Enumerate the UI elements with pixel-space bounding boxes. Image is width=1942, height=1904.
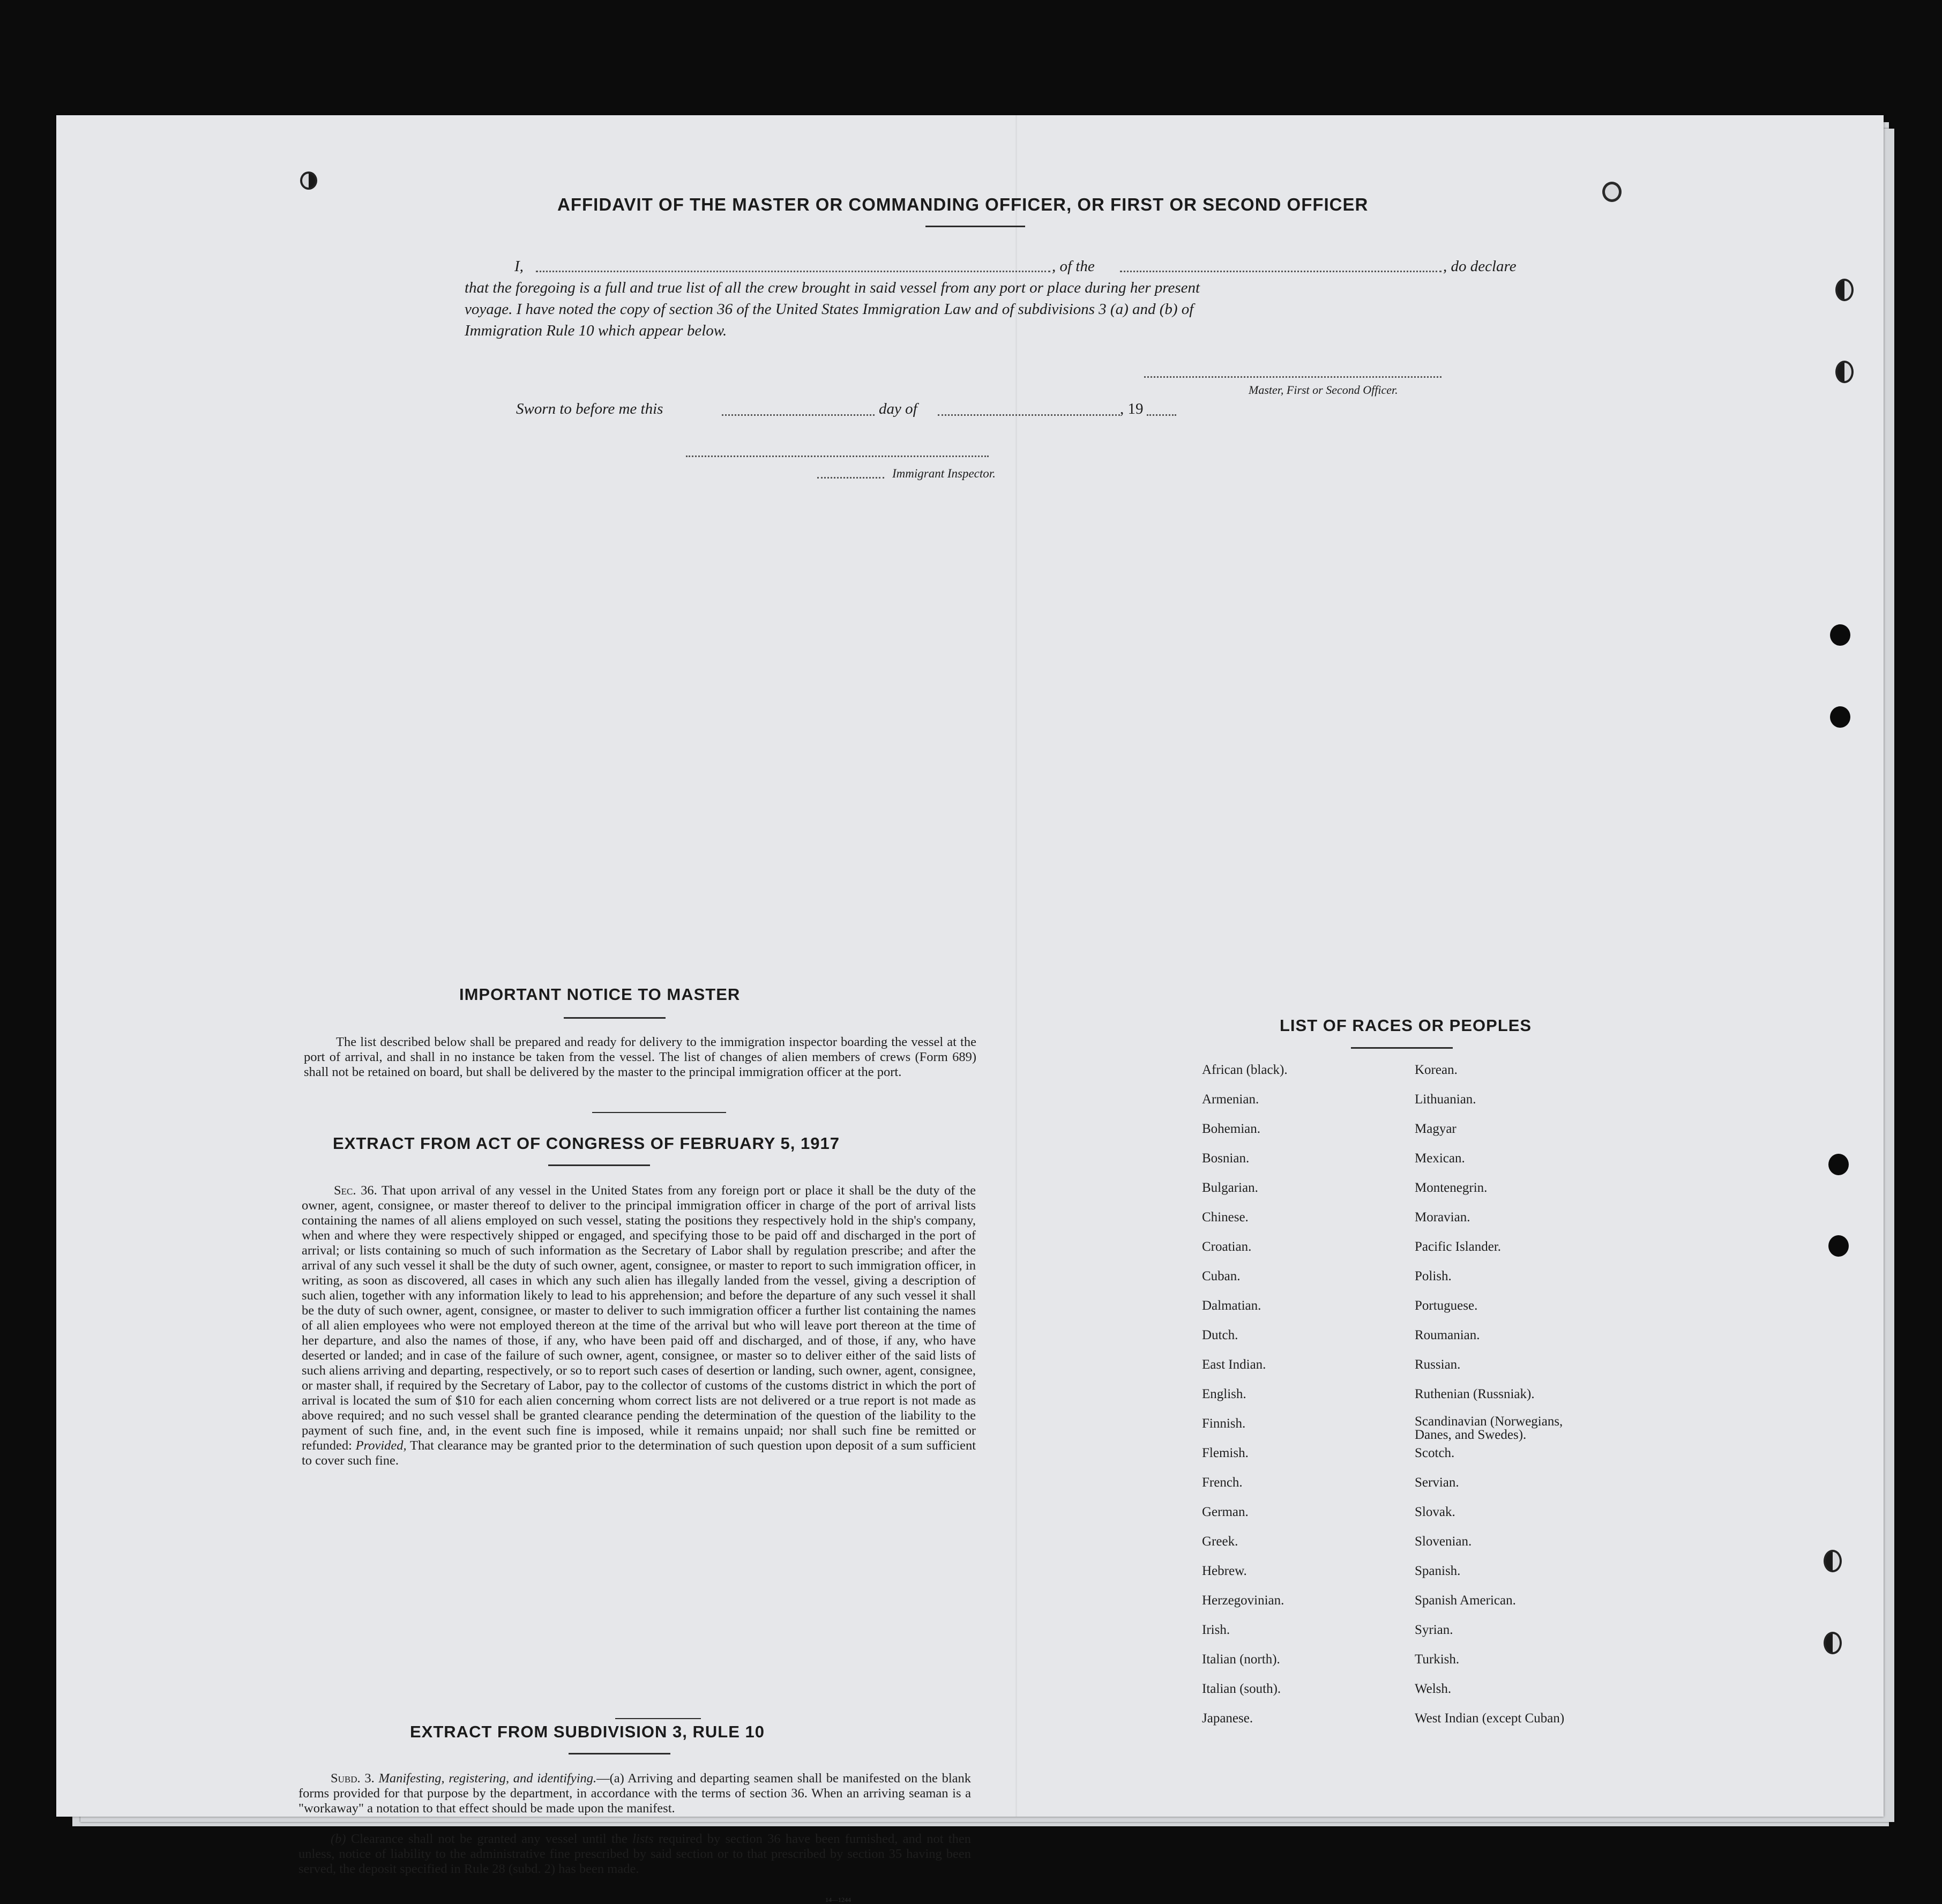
sworn-date-blank[interactable] — [722, 414, 875, 416]
notice-divider — [592, 1112, 726, 1113]
race-item: Japanese. — [1202, 1711, 1253, 1726]
race-item: Pacific Islander. — [1415, 1240, 1502, 1254]
inspector-blank-short[interactable] — [817, 477, 884, 479]
race-item: Servian. — [1415, 1475, 1459, 1490]
punch-hole — [1835, 361, 1854, 383]
race-item: Scotch. — [1415, 1446, 1455, 1460]
race-item: French. — [1202, 1475, 1243, 1490]
affidavit-line-3: voyage. I have noted the copy of section 36 of the United States Immigration Law and of subdivisions 3 (a) and (b) of — [465, 301, 1194, 318]
punch-hole — [1830, 706, 1850, 728]
race-item: Scandinavian (Norwegians, Danes, and Swedes). — [1415, 1414, 1563, 1442]
act-divider — [615, 1718, 701, 1719]
para-b-post: required by section 36 have been furnished, and not then unless, notice of liability to the administrative fine prescribed by said section or to that prescribed by section 35 having been served, the deposit specified in Rule 28 (subd. 2) has been made. — [298, 1832, 971, 1876]
act-extract-title-rule — [548, 1164, 650, 1166]
sworn-prefix: Sworn to before me this — [516, 400, 663, 417]
race-item: Chinese. — [1202, 1210, 1249, 1224]
race-item: English. — [1202, 1387, 1246, 1401]
rule-extract-title-rule — [569, 1753, 670, 1754]
race-item: Polish. — [1415, 1269, 1452, 1283]
name-blank[interactable] — [536, 271, 1050, 272]
race-item: Bosnian. — [1202, 1151, 1250, 1166]
race-item: German. — [1202, 1505, 1249, 1519]
race-item: Slovenian. — [1415, 1534, 1472, 1549]
race-item: Syrian. — [1415, 1623, 1453, 1637]
proviso-body: That clearance may be granted prior to the determination of such question upon deposit of a sum sufficient to cover such fine. — [302, 1438, 976, 1468]
affidavit-of-the: , of the — [1052, 258, 1095, 275]
race-item: African (black). — [1202, 1063, 1288, 1077]
race-item: East Indian. — [1202, 1357, 1266, 1372]
race-item: Portuguese. — [1415, 1298, 1478, 1313]
para-b-pre: Clearance shall not be granted any vessel until the — [350, 1832, 628, 1846]
race-item: Lithuanian. — [1415, 1092, 1476, 1107]
punch-hole — [1824, 1632, 1842, 1654]
race-item: Italian (south). — [1202, 1682, 1281, 1696]
inspector-caption: Immigrant Inspector. — [892, 467, 996, 480]
affidavit-line-2: that the foregoing is a full and true list of all the crew brought in said vessel from any port or place during her present — [465, 279, 1200, 296]
para-b-italic: lists — [632, 1832, 654, 1846]
inspector-blank[interactable] — [686, 456, 989, 457]
proviso-label: Provided, — [355, 1438, 407, 1453]
races-title: LIST OF RACES OR PEOPLES — [1280, 1016, 1532, 1035]
race-item: Armenian. — [1202, 1092, 1259, 1107]
race-item: Cuban. — [1202, 1269, 1241, 1283]
notice-body: The list described below shall be prepared and ready for delivery to the immigration inspector boarding the vessel at the port of arrival, and shall in no instance be taken from the vessel. The list of changes of alien members of crews (Form 689) shall not be retained on board, but shall be delivered by the master to the principal immigration officer at the port. — [304, 1035, 976, 1079]
punch-hole — [1828, 1235, 1849, 1257]
subd-para-a: —(a) Arriving and departing seamen shall be manifested on the blank forms provided for that purpose by the department, in accordance with the terms of section 36. When an arriving seaman is a "workaway" a notation to that effect should be made upon the manifest. — [298, 1771, 972, 1816]
punch-hole — [1602, 182, 1622, 202]
sworn-month-blank[interactable] — [938, 414, 1120, 416]
punch-hole — [1835, 279, 1854, 301]
race-item: Spanish American. — [1415, 1593, 1516, 1608]
race-item: Flemish. — [1202, 1446, 1249, 1460]
race-item: Welsh. — [1415, 1682, 1452, 1696]
race-item: Slovak. — [1415, 1505, 1455, 1519]
race-item: Roumanian. — [1415, 1328, 1480, 1342]
race-item: Korean. — [1415, 1063, 1458, 1077]
sworn-year-blank[interactable] — [1147, 414, 1176, 416]
form-number: 14—1244 — [825, 1896, 851, 1903]
race-item: Dalmatian. — [1202, 1298, 1261, 1313]
bleed-through-text — [356, 201, 363, 230]
para-b-label: (b) — [331, 1832, 346, 1846]
affidavit-title-rule — [925, 226, 1025, 227]
affidavit-title: AFFIDAVIT OF THE MASTER OR COMMANDING OFFICER, OR FIRST OR SECOND OFFICER — [557, 195, 1369, 214]
signature-caption: Master, First or Second Officer. — [1249, 383, 1398, 397]
subd-heading: Manifesting, registering, and identifying. — [378, 1771, 597, 1786]
race-item: West Indian (except Cuban) — [1415, 1711, 1565, 1726]
sec-label: Sec. 36. — [334, 1183, 377, 1198]
signature-blank[interactable] — [1144, 376, 1441, 378]
race-item: Bohemian. — [1202, 1122, 1261, 1136]
race-item: Turkish. — [1415, 1652, 1460, 1667]
race-item: Russian. — [1415, 1357, 1461, 1372]
race-item: Hebrew. — [1202, 1564, 1247, 1578]
race-item: Italian (north). — [1202, 1652, 1280, 1667]
notice-title: IMPORTANT NOTICE TO MASTER — [459, 985, 741, 1004]
affidavit-declare: , do declare — [1443, 258, 1517, 275]
act-extract-body — [302, 1183, 976, 1468]
page-fold — [1015, 115, 1017, 1817]
sec-body: That upon arrival of any vessel in the United States from any foreign port or place it shall be the duty of the owner, agent, consignee, or master thereof to deliver to the principal immigration officer in charge of the port of arrival lists containing the names of all aliens employed on such vessel, stating the positions they respectively hold in the ship's company, when and where they were respectively shipped or engaged, and specifying those to be paid off and discharged in the port of arrival; or lists containing so much of such information as the Secretary of Labor shall by regulation prescribe; and after the arrival of any such vessel it shall be the duty of such owner, agent, consignee, or master to report to such immigration officer, in writing, as soon as discovered, all cases in which any such alien has illegally landed from the vessel, giving a description of such alien, together with any information likely to lead to his apprehension; and before the departure of any such vessel it shall be the duty of such owner, agent, consignee, or master to deliver to such immigration officer a further list containing the names of all alien employees who were not employed thereon at the time of the arrival but who will leave port thereon at the time of her departure, and also the names of those, if any, who have been paid off and discharged, and of those, if any, who have deserted or landed; and in case of the failure of such owner, agent, consignee, or master so to deliver either of the said lists of such aliens arriving and departing, respectively, or so to report such cases of desertion or landing, such owner, agent, consignee, or master shall, if required by the Secretary of Labor, pay to the collector of customs of the customs district in which the port of arrival is located the sum of $10 for each alien concerning whom correct lists are not delivered or a true report is not made as above required; and no such vessel shall be granted clearance pending the determination of the question of the liability to the payment of such fine, and, in the event such fine is imposed, while it remains unpaid; nor shall such fine be remitted or refunded: — [302, 1183, 976, 1453]
punch-hole — [1824, 1550, 1842, 1572]
affidavit-line-4: Immigration Rule 10 which appear below. — [465, 322, 727, 339]
race-item: Irish. — [1202, 1623, 1230, 1637]
document-page — [56, 115, 1884, 1903]
affidavit-i: I, — [514, 258, 524, 275]
punch-hole — [300, 171, 317, 190]
notice-title-rule — [564, 1017, 666, 1019]
race-item: Croatian. — [1202, 1240, 1252, 1254]
race-item: Ruthenian (Russniak). — [1415, 1387, 1535, 1401]
rule-extract-title: EXTRACT FROM SUBDIVISION 3, RULE 10 — [410, 1722, 765, 1741]
race-item: Spanish. — [1415, 1564, 1461, 1578]
punch-hole — [1830, 624, 1850, 646]
subd-label: Subd. 3. — [331, 1771, 375, 1786]
punch-hole — [1828, 1154, 1849, 1175]
race-item: Mexican. — [1415, 1151, 1465, 1166]
race-item: Bulgarian. — [1202, 1181, 1258, 1195]
races-title-rule — [1351, 1047, 1453, 1049]
race-item: Dutch. — [1202, 1328, 1238, 1342]
rule-extract-body-a — [298, 1771, 971, 1816]
race-item: Moravian. — [1415, 1210, 1470, 1224]
sworn-day-of: day of — [879, 400, 917, 417]
race-item: Herzegovinian. — [1202, 1593, 1284, 1608]
race-item: Finnish. — [1202, 1416, 1246, 1431]
vessel-blank[interactable] — [1120, 271, 1441, 272]
race-item: Greek. — [1202, 1534, 1238, 1549]
race-item: Montenegrin. — [1415, 1181, 1488, 1195]
race-item: Magyar — [1415, 1122, 1456, 1136]
act-extract-title: EXTRACT FROM ACT OF CONGRESS OF FEBRUARY 5, 1917 — [333, 1134, 840, 1153]
rule-extract-body-b — [298, 1832, 971, 1877]
sworn-year: , 19 — [1120, 400, 1144, 417]
